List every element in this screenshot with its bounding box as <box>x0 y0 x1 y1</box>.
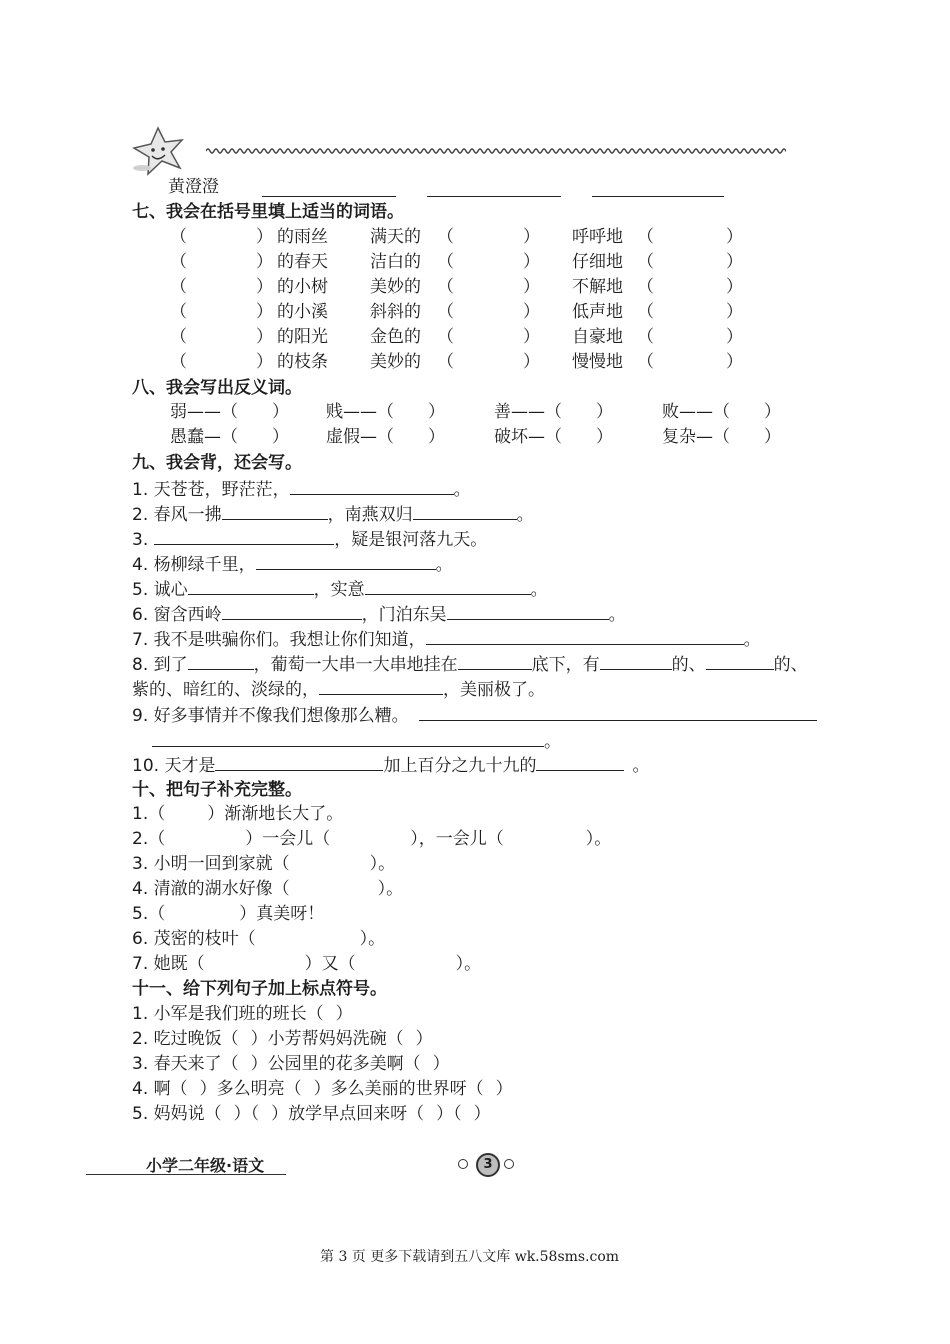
punct-line-2: 2. 吃过晚饭（ ）小芳帮妈妈洗碗（ ） <box>132 1029 433 1049</box>
antonym-word: 虚假— <box>326 427 377 447</box>
antonym-item: 虚假—（ ） <box>326 427 445 447</box>
section-9-title: 九、我会背，还会写。 <box>132 453 302 473</box>
answer-blank[interactable] <box>262 196 396 197</box>
paren: （ <box>170 327 187 347</box>
antonym-item: 善——（ ） <box>494 402 613 422</box>
antonym-item: 复杂—（ ） <box>662 427 781 447</box>
complete-line-6: 6. 茂密的枝叶（ ）。 <box>132 929 386 949</box>
paren: （ <box>170 227 187 247</box>
phrase-prefix: 洁白的 <box>370 252 421 272</box>
wavy-divider <box>206 146 786 156</box>
footer-book-title: 小学二年级·语文 <box>146 1156 265 1175</box>
adverb-prefix: 自豪地 <box>572 327 623 347</box>
paren: （ <box>170 352 187 372</box>
phrase-suffix: 的雨丝 <box>277 227 328 247</box>
paren: ） <box>726 227 743 247</box>
star-mascot-icon <box>128 126 190 178</box>
phrase-prefix: 金色的 <box>370 327 421 347</box>
poem-line-6: 6. 窗含西岭 ，门泊东吴 。 <box>132 605 626 625</box>
phrase-prefix: 斜斜的 <box>370 302 421 322</box>
phrase-suffix: 的枝条 <box>277 352 328 372</box>
adverb-prefix: 仔细地 <box>572 252 623 272</box>
antonym-item: 贱——（ ） <box>326 402 445 422</box>
paren: （ <box>637 277 654 297</box>
phrase-suffix: 的春天 <box>277 252 328 272</box>
paren: （ <box>437 352 454 372</box>
poem-line-9: 9. 好多事情并不像我们想像那么糟。 <box>132 704 817 727</box>
paren: ） <box>726 327 743 347</box>
paren: （ <box>637 302 654 322</box>
antonym-word: 破坏— <box>494 427 545 447</box>
paren: ） <box>523 327 540 347</box>
paren: （ <box>437 277 454 297</box>
paren: （ <box>637 252 654 272</box>
phrase-suffix: 的小溪 <box>277 302 328 322</box>
page-number-badge: 3 <box>476 1153 500 1177</box>
poem-line-8b: 紫的、暗红的、淡绿的， ，美丽极了。 <box>132 680 545 700</box>
paren: （ <box>637 352 654 372</box>
paren: （ <box>437 227 454 247</box>
paren: （ <box>637 227 654 247</box>
footer-dot-right <box>504 1159 514 1169</box>
section-7-title: 七、我会在括号里填上适当的词语。 <box>132 202 404 222</box>
phrase-suffix: 的小树 <box>277 277 328 297</box>
footer-dot-left <box>458 1159 468 1169</box>
complete-line-7: 7. 她既（ ）又（ ）。 <box>132 954 482 974</box>
adverb-prefix: 慢慢地 <box>572 352 623 372</box>
poem-line-2: 2. 春风一拂 ，南燕双归 。 <box>132 505 534 525</box>
antonym-item: 弱——（ ） <box>170 402 289 422</box>
first-word: 黄澄澄 <box>168 177 219 197</box>
complete-line-4: 4. 清澈的湖水好像（ ）。 <box>132 879 404 899</box>
antonym-item: 愚蠢—（ ） <box>170 427 289 447</box>
paren: （ <box>170 302 187 322</box>
adverb-prefix: 不解地 <box>572 277 623 297</box>
section-10-title: 十、把句子补充完整。 <box>132 780 302 800</box>
phrase-prefix: 美妙的 <box>370 352 421 372</box>
paren: ） <box>523 252 540 272</box>
punct-line-1: 1. 小军是我们班的班长（ ） <box>132 1004 353 1024</box>
paren: ） <box>256 327 273 347</box>
poem-line-4: 4. 杨柳绿千里， 。 <box>132 555 453 575</box>
punct-line-5: 5. 妈妈说（ ）（ ）放学早点回来呀（ ）（ ） <box>132 1104 491 1124</box>
paren: ） <box>256 277 273 297</box>
poem-line-7: 7. 我不是哄骗你们。我想让你们知道， 。 <box>132 630 761 650</box>
paren: （ <box>437 327 454 347</box>
paren: （ <box>437 252 454 272</box>
phrase-suffix: 的阳光 <box>277 327 328 347</box>
poem-line-1: 1. 天苍苍，野茫茫， 。 <box>132 480 471 500</box>
answer-blank[interactable] <box>592 196 724 197</box>
complete-line-5: 5.（ ）真美呀！ <box>132 904 325 924</box>
footer-rule <box>86 1174 286 1175</box>
paren: （ <box>170 252 187 272</box>
complete-line-3: 3. 小明一回到家就（ ）。 <box>132 854 396 874</box>
antonym-word: 善—— <box>494 402 545 422</box>
poem-line-9-cont: 。 <box>152 730 561 753</box>
paren: ） <box>256 352 273 372</box>
paren: ） <box>523 352 540 372</box>
poem-line-8a: 8. 到了 ，葡萄一大串一大串地挂在 底下，有 的、 的、 <box>132 655 808 675</box>
poem-line-10: 10. 天才是 加上百分之九十九的 。 <box>132 756 650 776</box>
punct-line-4: 4. 啊（ ）多么明亮（ ）多么美丽的世界呀（ ） <box>132 1079 513 1099</box>
antonym-word: 弱—— <box>170 402 221 422</box>
complete-line-1: 1.（ ）渐渐地长大了。 <box>132 804 344 824</box>
antonym-word: 贱—— <box>326 402 377 422</box>
phrase-prefix: 满天的 <box>370 227 421 247</box>
antonym-word: 复杂— <box>662 427 713 447</box>
antonym-word: 败—— <box>662 402 713 422</box>
paren: （ <box>637 327 654 347</box>
paren: （ <box>170 277 187 297</box>
complete-line-2: 2.（ ）一会儿（ ），一会儿（ ）。 <box>132 829 612 849</box>
download-note: 第 3 页 更多下载请到五八文库 wk.58sms.com <box>320 1249 620 1265</box>
section-8-title: 八、我会写出反义词。 <box>132 378 302 398</box>
antonym-word: 愚蠢— <box>170 427 221 447</box>
paren: ） <box>256 302 273 322</box>
antonym-item: 破坏—（ ） <box>494 427 613 447</box>
phrase-prefix: 美妙的 <box>370 277 421 297</box>
paren: ） <box>726 277 743 297</box>
adverb-prefix: 低声地 <box>572 302 623 322</box>
paren: ） <box>726 352 743 372</box>
poem-line-5: 5. 诚心 ，实意 。 <box>132 580 548 600</box>
section-11-title: 十一、给下列句子加上标点符号。 <box>132 979 387 999</box>
adverb-prefix: 呼呼地 <box>572 227 623 247</box>
paren: ） <box>726 252 743 272</box>
paren: ） <box>523 277 540 297</box>
poem-line-3: 3. ，疑是银河落九天。 <box>132 530 488 550</box>
paren: ） <box>256 227 273 247</box>
paren: （ <box>437 302 454 322</box>
paren: ） <box>523 302 540 322</box>
paren: ） <box>726 302 743 322</box>
paren: ） <box>523 227 540 247</box>
antonym-item: 败——（ ） <box>662 402 781 422</box>
answer-blank[interactable] <box>427 196 561 197</box>
punct-line-3: 3. 春天来了（ ）公园里的花多美啊（ ） <box>132 1054 450 1074</box>
paren: ） <box>256 252 273 272</box>
